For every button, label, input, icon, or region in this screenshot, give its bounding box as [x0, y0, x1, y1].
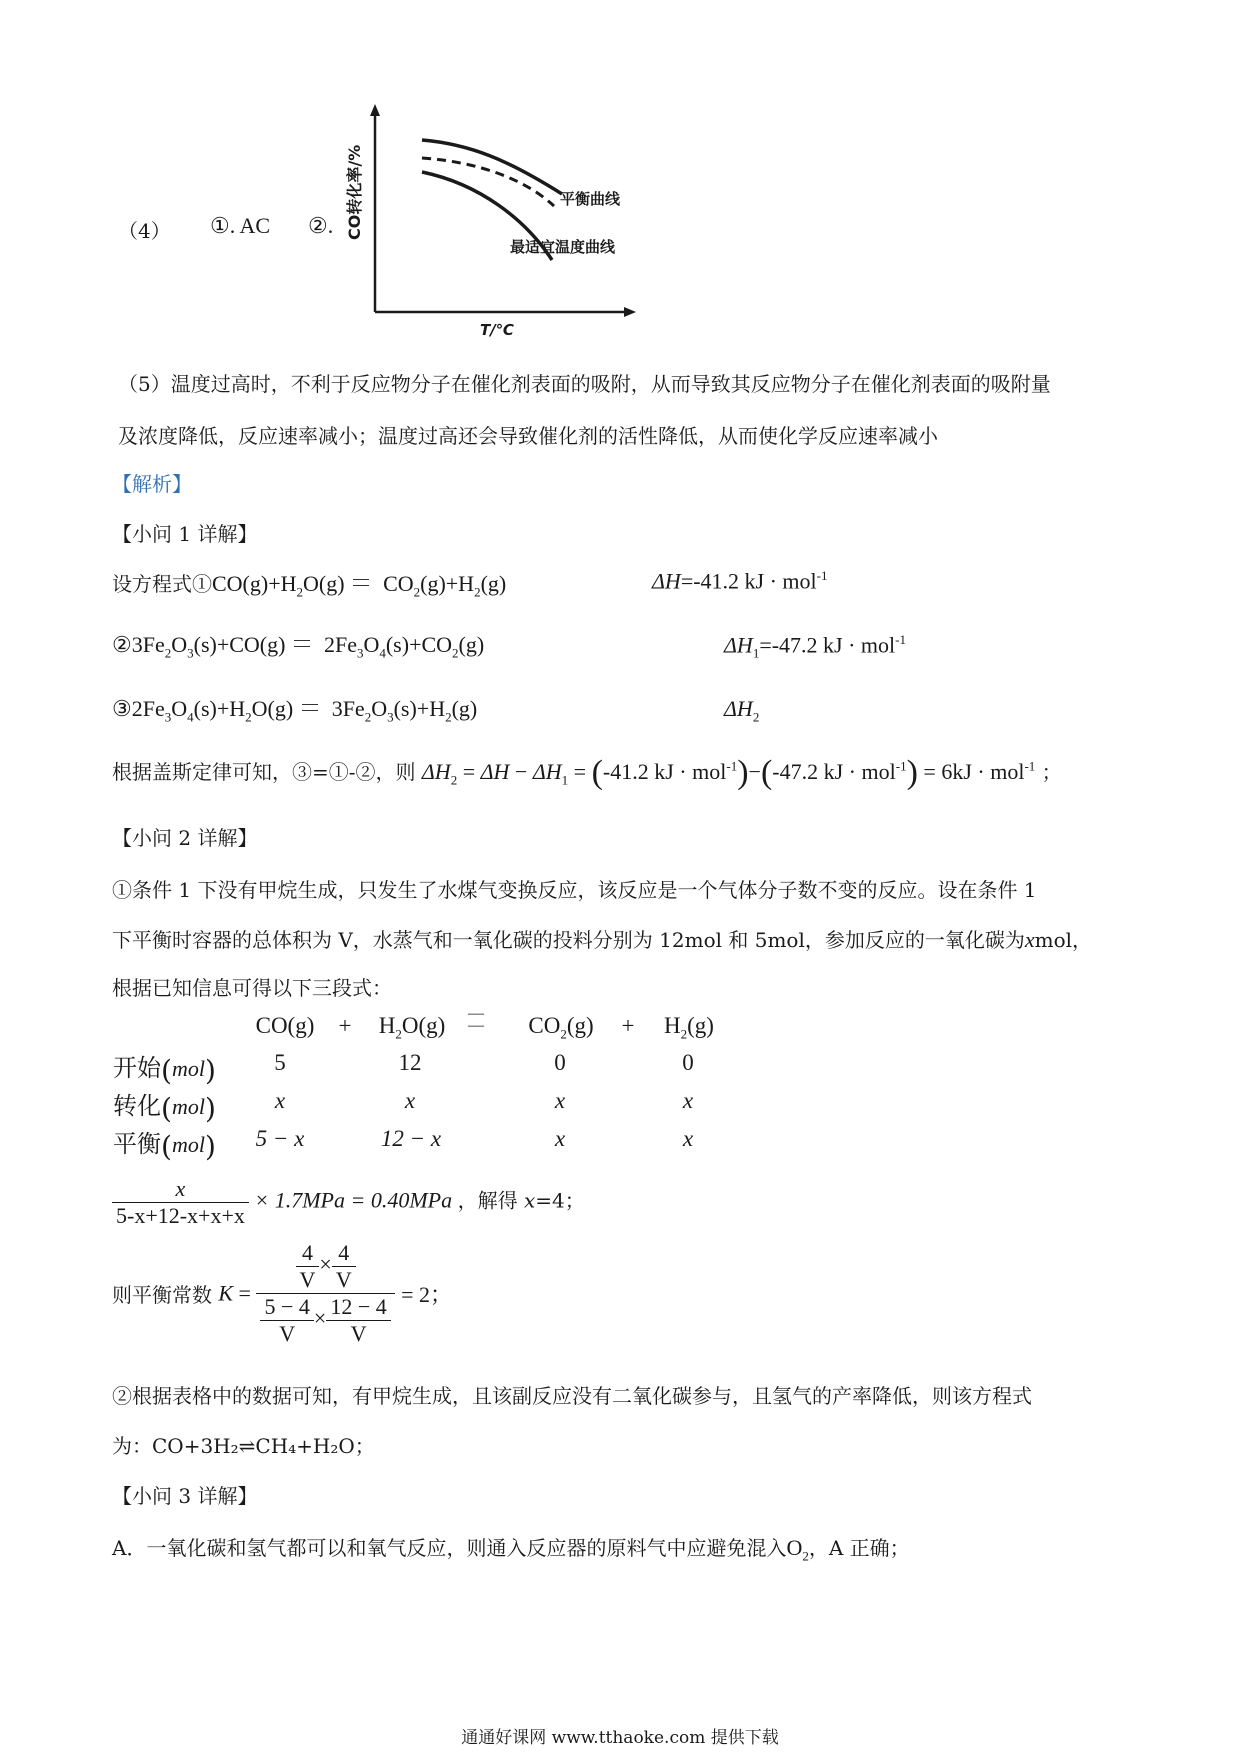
co-conversion-chart	[330, 100, 640, 340]
s2-pressure-equation: $\frac{x}{5-x+12-x+x+x}$ × 1.7MPa = 0.40MPa ，解得 x=4；	[112, 1176, 585, 1229]
s1-eq2-dh: $\Delta H_1=-47.2$ kJ · mol$^{-1}$	[724, 632, 907, 661]
cell: 0	[554, 1050, 566, 1075]
s2-para-1: ①条件 1 下没有甲烷生成，只发生了水煤气变换反应，该反应是一个气体分子数不变的反应。设在条件 1	[112, 878, 1037, 902]
row-label-equilibrium: 平衡(mol)	[113, 1130, 216, 1163]
cell: x	[554, 1088, 566, 1113]
x-axis-arrow	[624, 307, 636, 317]
s2-k-equation: 则平衡常数 K = $\frac{4}{V}$ × $\frac{4}{V}$ $\frac{5 - 4}{V}$ × $\frac{12 - 4}{V}$ = 2；	[112, 1240, 453, 1346]
s1-eq1: 设方程式$①CO(g)+H_2O(g)$ $CO_2(g)+H_2(g)$	[112, 571, 507, 600]
s2-para-5: 为：CO+3H₂⇌CH₄+H₂O；	[112, 1434, 375, 1458]
cell: 0	[682, 1050, 694, 1075]
species-co2: $CO_2(g)$	[528, 1013, 594, 1042]
s1-hess: 根据盖斯定律可知，③=①-②，则 $\Delta H_2 = \Delta H - \Delta H_1 = (-41.2$ kJ · mol$^{-1}$)−(-47.2 kJ · mol$^{-1}$) = 6kJ · mol$^{-1}$ ；	[112, 754, 1062, 791]
curve-label-equilibrium: 平衡曲线	[560, 190, 621, 208]
s1-heading: 【小问 1 详解】	[112, 522, 258, 546]
chart-ylabel: CO转化率/%	[345, 144, 364, 240]
s2-heading: 【小问 2 详解】	[112, 826, 258, 850]
q5-line-1: （5）温度过高时，不利于反应物分子在催化剂表面的吸附，从而导致其反应物分子在催化剂表面的吸附量	[118, 372, 1051, 396]
cell: 5 − x	[255, 1126, 305, 1151]
q4-answer-1: ①. AC	[210, 213, 271, 238]
s2-para-2: 下平衡时容器的总体积为 V，水蒸气和一氧化碳的投料分别为 12mol 和 5mol，参加反应的一氧化碳为xmol，	[112, 927, 1093, 952]
footer-watermark: 通通好课网 www.tthaoke.com 提供下载	[461, 1728, 779, 1748]
species-h2: $H_2(g)$	[664, 1013, 714, 1042]
y-axis-arrow	[370, 104, 380, 116]
equilibrium-arrow	[350, 579, 372, 589]
s3-heading: 【小问 3 详解】	[112, 1484, 258, 1508]
chart-xlabel: T/℃	[480, 321, 514, 339]
eq3-prefix: ③	[112, 696, 132, 721]
cell: 12	[398, 1050, 422, 1075]
cell: x	[554, 1126, 566, 1151]
cell: x	[682, 1088, 694, 1113]
plus-2: +	[621, 1013, 635, 1038]
q4-label: （4）	[118, 219, 171, 243]
equilibrium-arrow	[299, 704, 321, 714]
analysis-tag: 【解析】	[112, 472, 192, 496]
s1-eq2: $②3Fe_2O_3(s)+CO(g)$ $2Fe_3O_4(s)+CO_2(g)$	[112, 632, 485, 661]
s2-para-4: ②根据表格中的数据可知，有甲烷生成，且该副反应没有二氧化碳参与，且氢气的产率降低，则该方程式	[112, 1384, 1032, 1408]
row-label-change: 转化(mol)	[113, 1092, 216, 1125]
s1-eq1-dh: ΔH=-41.2 kJ · mol$^{-1}$	[652, 568, 828, 594]
row-label-start: 开始(mol)	[113, 1054, 216, 1087]
q5-line-2: 及浓度降低，反应速率减小；温度过高还会导致催化剂的活性降低，从而使化学反应速率减小	[118, 424, 938, 448]
s1-eq3: $③2Fe_3O_4(s)+H_2O(g)$ $3Fe_2O_3(s)+H_2(g)$	[112, 696, 478, 725]
cell: 5	[274, 1050, 286, 1075]
q4-answer-2: ②.	[308, 213, 334, 238]
curve-label-optimal: 最适宜温度曲线	[510, 238, 616, 256]
equilibrium-sign: — —	[468, 1005, 484, 1034]
s3-para-a: A．一氧化碳和氢气都可以和氧气反应，则通入反应器的原料气中应避免混入$O_2$，A 正确；	[112, 1535, 910, 1564]
cell: 12 − x	[380, 1126, 442, 1151]
equilibrium-arrow	[291, 640, 313, 650]
cell: x	[404, 1088, 416, 1113]
eq1-prefix: 设方程式①	[112, 572, 212, 596]
plus-1: +	[338, 1013, 352, 1038]
eq2-prefix: ②	[112, 632, 132, 657]
s1-eq3-dh: $\Delta H_2$	[724, 696, 760, 725]
species-h2o: $H_2O(g)$	[378, 1013, 446, 1042]
upper-curve	[422, 140, 562, 194]
cell: x	[682, 1126, 694, 1151]
cell: x	[274, 1088, 286, 1113]
s2-para-3: 根据已知信息可得以下三段式：	[112, 976, 392, 1000]
species-co: CO(g)	[255, 1013, 315, 1038]
